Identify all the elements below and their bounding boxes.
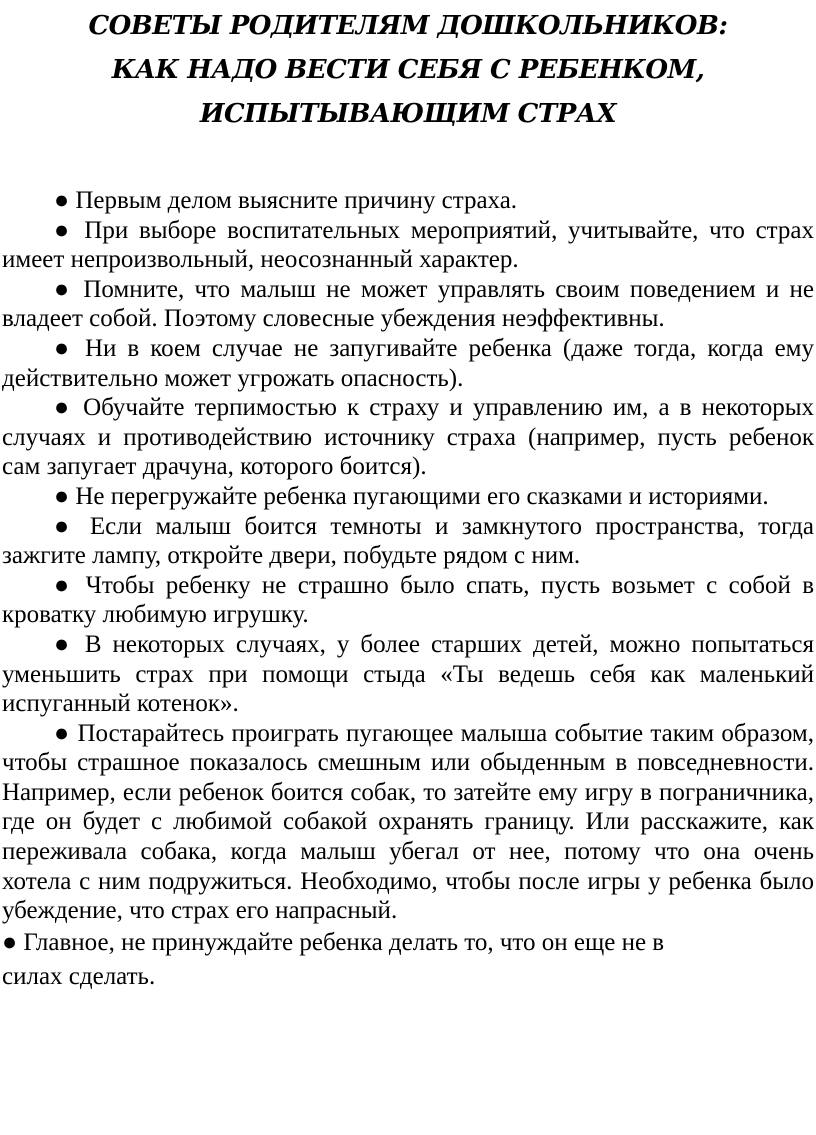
advice-item-7: ● Если малыш боится темноты и замкнутого пространства, тогда зажгите лампу, откройте двери, побудьте рядом с ним. [2,512,814,570]
advice-item-11-line-2: силах сделать. [2,962,156,990]
advice-item-3: ● Помните, что малыш не может управлять своим поведением и не владеет собой. Поэтому словесные убеждения неэффективны. [2,275,814,333]
advice-item-11-line-1: ● Главное, не принуждайте ребенка делать то, что он еще не в [2,928,665,956]
advice-item-1: ● Первым делом выясните причину страха. [54,187,518,214]
advice-item-4: ● Ни в коем случае не запугивайте ребенка (даже тогда, когда ему действительно может угрожать опасность). [2,334,814,392]
advice-list [2,186,814,994]
advice-item-10: ● Постарайтесь проиграть пугающее малыша событие таким образом, чтобы страшное показалось смешным или обыденным в повседневности. Например, если ребенок боится собак, то затейте ему игру в пограничника, где он будет с любимой собакой охранять границу. Или расскажите, как переживала собака, когда малыш убегал от нее, потому что она очень хотела с ним подружиться. Необходимо, чтобы после игры у ребенка было убеждение, что страх его напрасный. [2,719,814,925]
advice-item-5: ● Обучайте терпимостью к страху и управлению им, а в некоторых случаях и противодействию источнику страха (например, пусть ребенок сам запугает драчуна, которого боится). [2,394,814,481]
title-line-2: КАК НАДО ВЕСТИ СЕБЯ С РЕБЕНКОМ, [111,55,705,85]
document-title [2,0,814,136]
advice-item-8: ● Чтобы ребенку не страшно было спать, пусть возьмет с собой в кроватку любимую игрушку. [2,571,814,629]
advice-item-9: ● В некоторых случаях, у более старших детей, можно попытаться уменьшить страх при помощи стыда «Ты ведешь себя как маленький испуганный котенок». [2,630,814,718]
title-line-1: СОВЕТЫ РОДИТЕЛЯМ ДОШКОЛЬНИКОВ: [88,11,728,41]
title-line-3: ИСПЫТЫВАЮЩИМ СТРАХ [199,99,617,129]
advice-item-11 [2,926,814,994]
advice-item-2: ● При выборе воспитательных мероприятий, учитывайте, что страх имеет непроизвольный, неосознанный характер. [2,216,814,274]
advice-item-6: ● Не перегружайте ребенка пугающими его сказками и историями. [54,482,769,510]
